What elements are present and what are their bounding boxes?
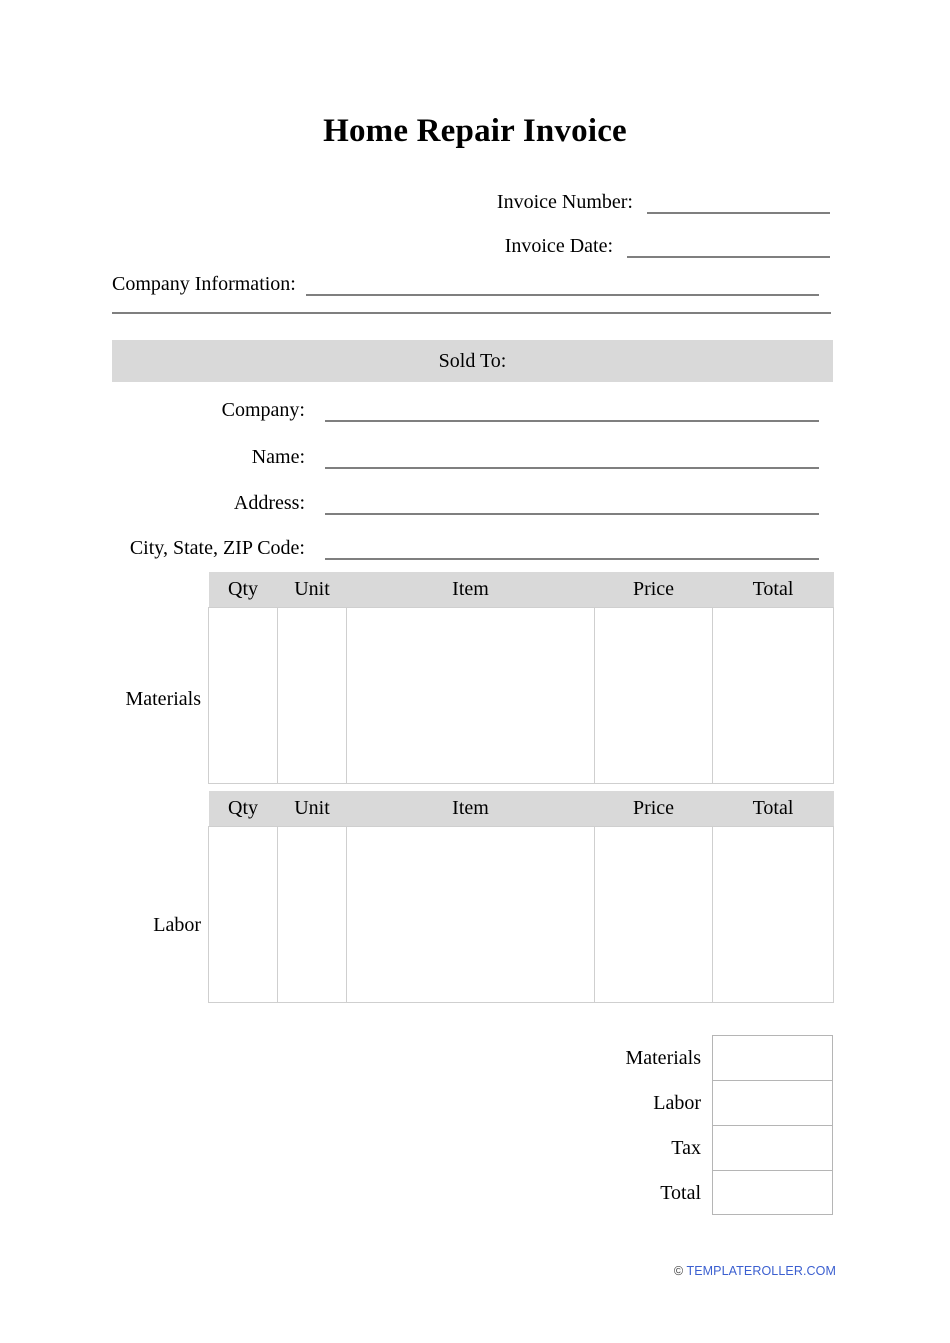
totals-tax-label: Tax bbox=[671, 1136, 701, 1159]
materials-cell-unit[interactable] bbox=[278, 608, 347, 784]
company-information-input-line2[interactable] bbox=[112, 312, 831, 314]
sold-to-city-state-zip-label: City, State, ZIP Code: bbox=[129, 537, 305, 559]
materials-cell-qty[interactable] bbox=[209, 608, 278, 784]
company-information-label: Company Information: bbox=[112, 273, 296, 295]
labor-table-header-row bbox=[209, 791, 834, 827]
materials-cell-item[interactable] bbox=[347, 608, 595, 784]
sold-to-company-label: Company: bbox=[221, 399, 305, 421]
labor-cell-qty[interactable] bbox=[209, 827, 278, 1003]
invoice-number-input[interactable] bbox=[647, 190, 830, 214]
sold-to-company-row bbox=[112, 392, 819, 422]
totals-total-input[interactable] bbox=[712, 1170, 833, 1215]
totals-row-labor bbox=[560, 1080, 833, 1125]
labor-items-table bbox=[208, 791, 834, 1003]
totals-materials-label: Materials bbox=[625, 1046, 701, 1069]
invoice-number-field-row bbox=[330, 188, 830, 214]
totals-row-total bbox=[560, 1170, 833, 1215]
footer-site-link[interactable]: TEMPLATEROLLER.COM bbox=[683, 1264, 836, 1278]
labor-col-total: Total bbox=[713, 791, 834, 827]
company-information-input[interactable] bbox=[306, 272, 819, 296]
labor-cell-unit[interactable] bbox=[278, 827, 347, 1003]
sold-to-city-state-zip-input[interactable] bbox=[325, 536, 819, 560]
materials-col-total: Total bbox=[713, 572, 834, 608]
invoice-date-field-row bbox=[330, 232, 830, 258]
table-row bbox=[209, 608, 834, 784]
sold-to-heading-label: Sold To: bbox=[438, 349, 507, 372]
labor-col-qty: Qty bbox=[209, 791, 278, 827]
sold-to-address-row bbox=[112, 485, 819, 515]
company-information-field-row bbox=[112, 270, 832, 296]
sold-to-name-input[interactable] bbox=[325, 445, 819, 469]
sold-to-heading-bar bbox=[112, 340, 833, 382]
invoice-date-input[interactable] bbox=[627, 234, 830, 258]
totals-labor-label: Labor bbox=[653, 1091, 701, 1114]
labor-cell-total[interactable] bbox=[713, 827, 834, 1003]
materials-col-item: Item bbox=[347, 572, 595, 608]
sold-to-address-label: Address: bbox=[233, 492, 305, 514]
copyright-icon: © bbox=[673, 1264, 684, 1278]
labor-section-label: Labor bbox=[153, 914, 201, 936]
labor-col-unit: Unit bbox=[278, 791, 347, 827]
sold-to-name-row bbox=[112, 439, 819, 469]
materials-col-qty: Qty bbox=[209, 572, 278, 608]
labor-col-price: Price bbox=[595, 791, 713, 827]
invoice-date-label: Invoice Date: bbox=[504, 235, 613, 257]
totals-row-materials bbox=[560, 1035, 833, 1080]
sold-to-company-input[interactable] bbox=[325, 398, 819, 422]
footer-credit bbox=[0, 1264, 950, 1278]
table-row bbox=[209, 827, 834, 1003]
materials-col-unit: Unit bbox=[278, 572, 347, 608]
totals-total-label: Total bbox=[660, 1181, 701, 1204]
materials-table-header-row bbox=[209, 572, 834, 608]
materials-section-label: Materials bbox=[125, 688, 201, 710]
totals-materials-input[interactable] bbox=[712, 1035, 833, 1080]
sold-to-city-state-zip-row bbox=[112, 530, 819, 560]
sold-to-name-label: Name: bbox=[251, 446, 305, 468]
invoice-number-label: Invoice Number: bbox=[496, 191, 633, 213]
totals-tax-input[interactable] bbox=[712, 1125, 833, 1170]
materials-cell-total[interactable] bbox=[713, 608, 834, 784]
labor-cell-item[interactable] bbox=[347, 827, 595, 1003]
materials-items-table bbox=[208, 572, 834, 784]
labor-col-item: Item bbox=[347, 791, 595, 827]
page-title: Home Repair Invoice bbox=[323, 113, 627, 149]
labor-cell-price[interactable] bbox=[595, 827, 713, 1003]
materials-col-price: Price bbox=[595, 572, 713, 608]
materials-cell-price[interactable] bbox=[595, 608, 713, 784]
totals-labor-input[interactable] bbox=[712, 1080, 833, 1125]
totals-block bbox=[560, 1035, 833, 1215]
sold-to-address-input[interactable] bbox=[325, 491, 819, 515]
totals-row-tax bbox=[560, 1125, 833, 1170]
